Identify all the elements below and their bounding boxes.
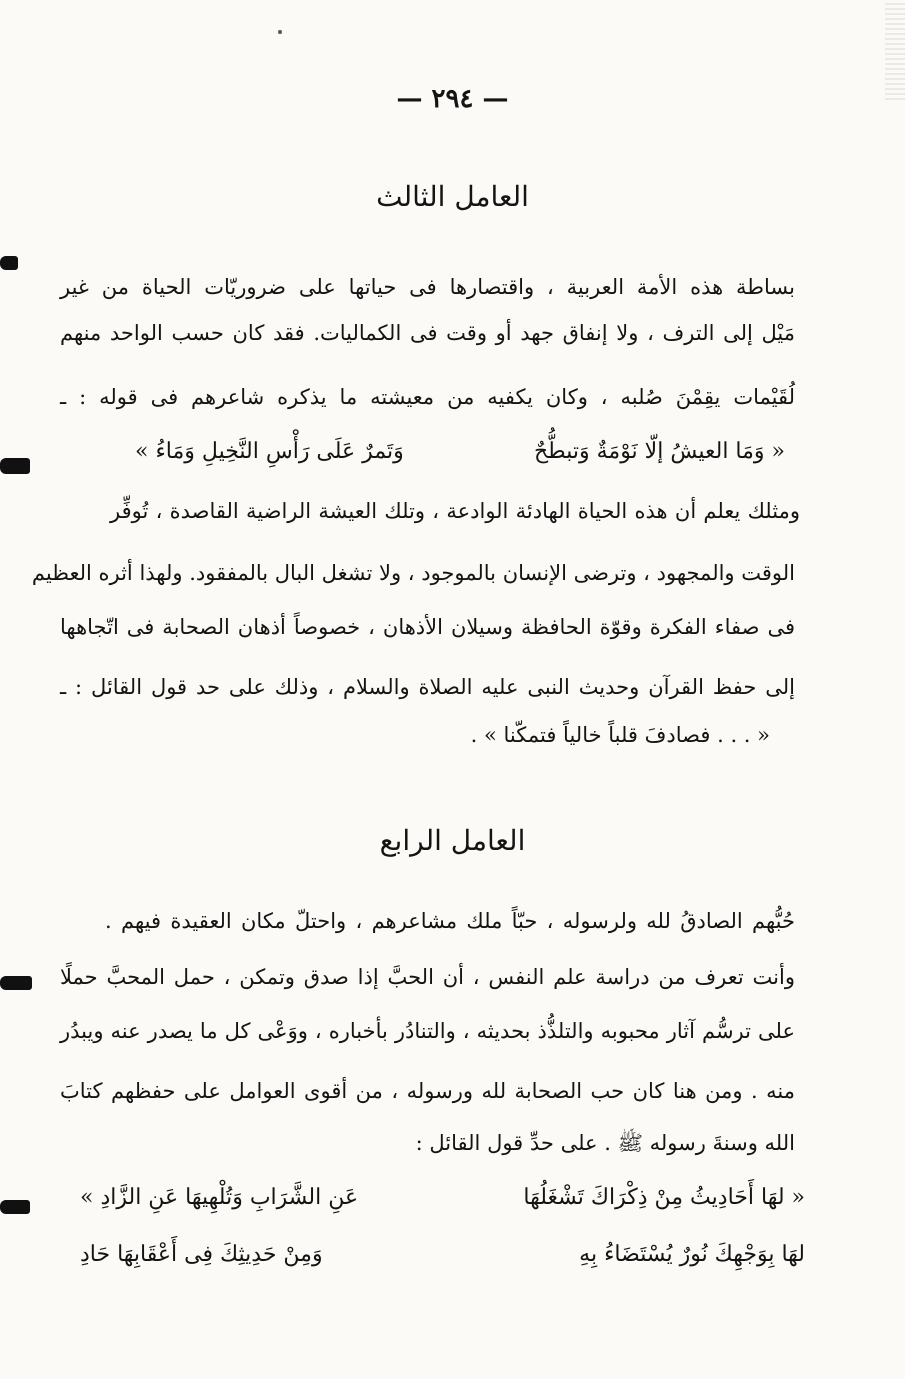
section-title-third-factor: العامل الثالث [376,180,529,213]
quote-line: « . . . فصادفَ قلباً خالياً فتمكّنا » . [470,723,770,747]
text-line: إلى حفظ القرآن وحديث النبى عليه الصلاة والسلام ، وذلك على حد قول القائل : ـ [60,675,795,699]
page-number: — ٢٩٤ — [396,84,509,114]
margin-marker [0,256,18,270]
text-line: على ترسُّم آثار محبوبه والتلذُّذ بحديثه ، والتنادُر بأخباره ، ووَعْى كل ما يصدر عنه ويبدُر [60,1019,795,1043]
text-line: منه . ومن هنا كان حب الصحابة لله ورسوله ، من أقوى العوامل على حفظهم كتابَ [60,1079,796,1103]
poem-verse-1-hemistich-1: « لهَا أَحَادِيثُ مِنْ ذِكْرَاكَ تَشْغَلُهَا [523,1185,805,1210]
poem-verse-2-hemistich-1: لهَا بِوَجْهِكَ نُورٌ يُسْتَضَاءُ بِهِ [579,1242,805,1267]
text-line: وأنت تعرف من دراسة علم النفس ، أن الحبَّ إذا صدق وتمكن ، حمل المحبَّ حملًا [60,965,795,989]
text-line: فى صفاء الفكرة وقوّة الحافظة وسيلان الأذهان ، خصوصاً أذهان الصحابة فى اتّجاهها [60,615,795,639]
ink-speck [278,30,282,34]
margin-marker [0,458,30,474]
poem-verse-2-hemistich-2: وَمِنْ حَدِيثِكَ فِى أَعْقَابِهَا حَادِ [80,1242,323,1267]
text-line: الله وسنةَ رسوله ﷺ . على حدِّ قول القائل : [415,1131,795,1155]
section-title-fourth-factor: العامل الرابع [379,824,526,857]
text-line: بساطة هذه الأمة العربية ، واقتصارها فى حياتها على ضروريّات الحياة من غير [60,275,795,299]
text-line: الوقت والمجهود ، وترضى الإنسان بالموجود ، ولا تشغل البال بالمفقود. ولهذا أثره العظيم [31,561,795,585]
margin-marker [0,976,32,990]
poem-verse-hemistich-2: وَتَمرٌ عَلَى رَأْسِ النَّخِيلِ وَمَاءُ » [135,439,404,464]
poem-verse-hemistich-1: « وَمَا العيشُ إلّا نَوْمَةٌ وَتبطُّحٌ [533,439,785,464]
poem-verse-1-hemistich-2: عَنِ الشَّرَابِ وَتُلْهِيهَا عَنِ الزَّادِ » [80,1185,359,1210]
margin-marker [0,1200,30,1214]
text-line: حُبُّهم الصادقُ لله ولرسوله ، حبّاً ملك مشاعرهم ، واحتلّ مكان العقيدة فيهم . [105,909,795,933]
text-line: مَيْل إلى الترف ، ولا إنفاق جهد أو وقت فى الكماليات. فقد كان حسب الواحد منهم [60,321,795,345]
text-line: لُقَيْمات يقِمْنَ صُلبه ، وكان يكفيه من معيشته ما يذكره شاعرهم فى قوله : ـ [60,385,795,409]
text-line: ومثلك يعلم أن هذه الحياة الهادئة الوادعة ، وتلك العيشة الراضية القاصدة ، تُوفِّر [110,499,800,523]
